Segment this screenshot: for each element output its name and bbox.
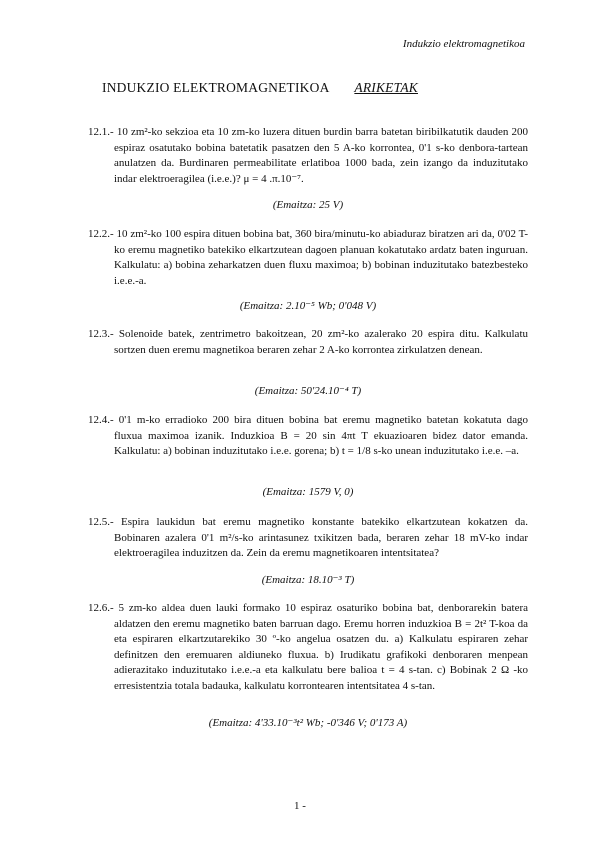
problem-text: 10 zm²-ko sekzioa eta 10 zm-ko luzera dituen burdin barra batetan biribilkatutik dauden 200 espiraz osatutako bobina batetatik pasatzen den 5 A-ko korrontea, 0'1 s-ko denbora-tartean anulatzen da. Burdinaren permeabilitate erlatiboa 1000 bada, zein izango da induzitutako indar elektroeragilea (i.e.e.)? μ = 4 .π.10⁻⁷. [114,126,528,185]
page-number: 1 - [294,800,306,812]
problem-text: Solenoide batek, zentrimetro bakoitzean, 20 zm²-ko azalerako 20 espira ditu. Kalkulatu sortzen duen eremu magnetikoa beraren zehar 2 A-ko korrontea zirkulatzen denean. [114,328,528,356]
problem-number: 12.6.- [88,602,114,614]
problem-12-3 [88,327,528,358]
title-main: INDUKZIO ELEKTROMAGNETIKOA [102,80,329,95]
title-sub: ARIKETAK [354,80,418,95]
answer-12-1: (Emaitza: 25 V) [272,199,344,211]
answer-12-2: (Emaitza: 2.10⁻⁵ Wb; 0'048 V) [239,300,377,312]
problem-12-6 [88,601,528,695]
problem-12-2 [88,227,528,289]
problem-number: 12.2.- [88,228,114,240]
answer-12-6: (Emaitza: 4'33.10⁻³t² Wb; -0'346 V; 0'173 A) [208,717,408,729]
problem-text: 0'1 m-ko erradioko 200 bira dituen bobina bat eremu magnetiko batetan kokatuta dago fluxua maximoa izanik. Induzkioa B = 20 sin 4πt T ekuazioaren bidez dator emanda. Kalkulatu: a) bobinan induzitutako i.e.e. gorena; b) t = 1/8 s-ko unean induzitutako i.e.e. –a. [114,414,528,458]
problem-text: 5 zm-ko aldea duen lauki formako 10 espiraz osaturiko bobina bat, denborarekin batera aldatzen den eremu magnetiko baten barruan dago. Eremu horren induzkioa B = 2t² T-koa da eta espiraren elkartzutarekiko 30 º-ko angelua osatzen du. a) Kalkulatu espiraren zehar definitzen den eremuaren aldiuneko fluxua. b) Irudikatu grafikoki denboraren menpean adierazitako induzitutako i.e.e.-a eta kalkulatu bere balioa t = 4 s-tan. c) Bobinak 2 Ω -ko erresistentzia totala badauka, kalkulatu korrontearen intentsitatea 4 s-tan. [114,602,528,692]
running-header: Indukzio elektromagnetikoa [402,38,525,50]
page-title [102,80,418,96]
problem-text: 10 zm²-ko 100 espira dituen bobina bat, 360 bira/minutu-ko abiaduraz biratzen ari da, 0'02 T-ko eremu magnetiko batekiko elkartzutean dagoen planuan kokatutako ardatz baten inguruan. Kalkulatu: a) bobina zeharkatzen duen fluxu maximoa; b) bobinan induzitutako batezbesteko i.e.e.-a. [114,228,529,287]
answer-12-5: (Emaitza: 18.10⁻³ T) [261,574,355,586]
answer-12-4: (Emaitza: 1579 V, 0) [262,486,354,498]
problem-12-4 [88,413,528,460]
problem-12-1 [88,125,528,187]
answer-12-3: (Emaitza: 50'24.10⁻⁴ T) [254,385,362,397]
problem-number: 12.3.- [88,328,114,340]
problem-number: 12.1.- [88,126,114,138]
problem-number: 12.4.- [88,414,114,426]
problem-text: Espira laukidun bat eremu magnetiko konstante batekiko elkartzutean kokatzen da. Bobinaren azalera 0'1 m²/s-ko arintasunez txikitzen bada, beraren zehar 18 mV-ko indar elektroeragilea induzitzen da. Zein da eremu magnetikoaren intentsitatea? [114,516,528,560]
problem-12-5 [88,515,528,562]
problem-number: 12.5.- [88,516,114,528]
